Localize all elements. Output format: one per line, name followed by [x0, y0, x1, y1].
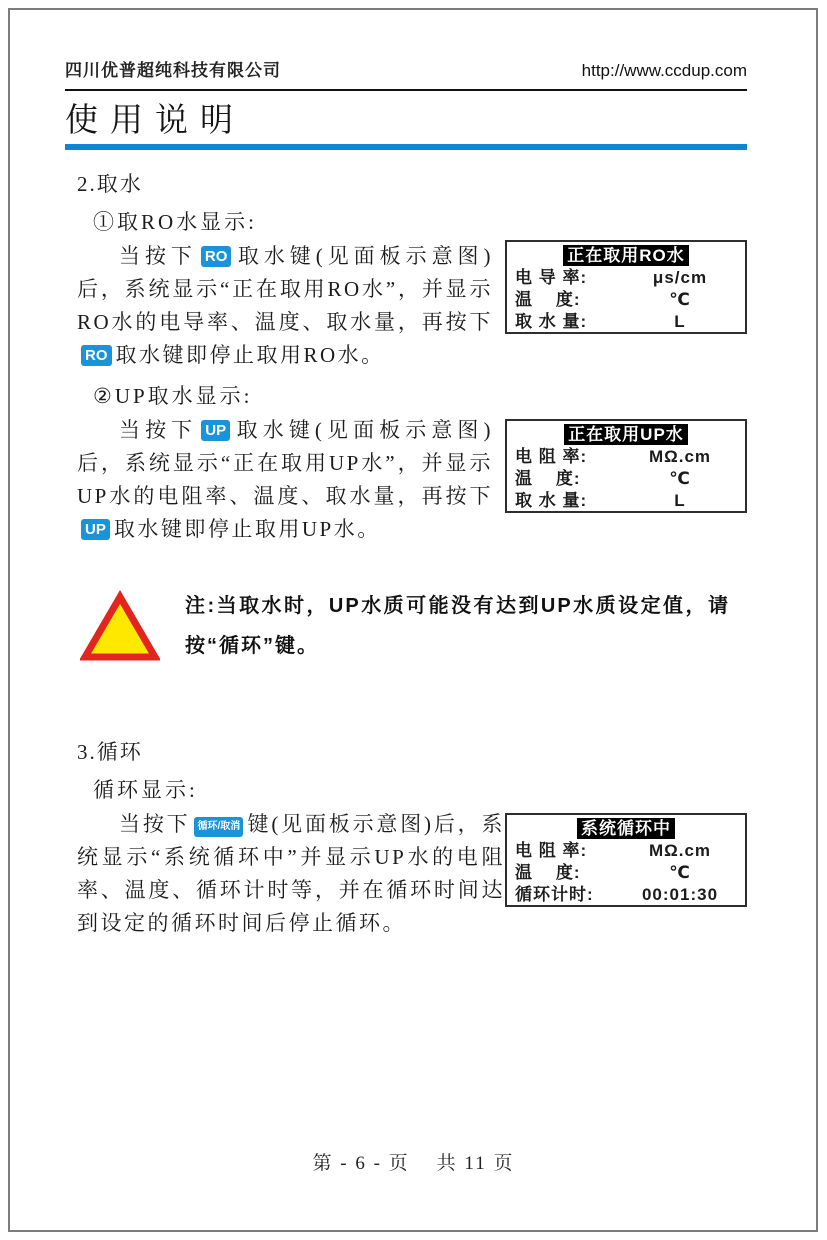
display-row	[515, 840, 737, 861]
section3-paragraph	[65, 808, 505, 940]
section3-row	[65, 808, 747, 940]
paragraph-text: 当按下	[119, 244, 197, 268]
display-row-value: μs/cm	[652, 268, 708, 287]
page-header	[65, 0, 747, 91]
page-content	[65, 0, 747, 940]
ro-display-title: 正在取用RO水	[563, 245, 689, 266]
display-row-label: 循环计时:	[515, 885, 594, 904]
display-row-value: ℃	[669, 290, 691, 309]
display-row	[515, 884, 737, 905]
ro-key-badge: RO	[81, 345, 112, 366]
section2-sub2-heading: ②UP取水显示:	[93, 384, 253, 408]
up-display-box-column	[505, 414, 747, 513]
display-row-value: MΩ.cm	[648, 447, 712, 466]
section2-sub2-row	[65, 414, 747, 546]
title-accent-rule	[65, 144, 747, 150]
display-row	[515, 490, 737, 511]
section2-heading: 2.取水	[77, 172, 143, 196]
page-number-footer: 第 - 6 - 页 共 11 页	[312, 1153, 515, 1174]
display-row-label: 电 阻 率:	[515, 447, 588, 466]
warning-triangle-icon	[80, 588, 160, 666]
section3-heading: 3.循环	[77, 740, 143, 764]
display-row-label: 取 水 量:	[515, 312, 588, 331]
company-name: 四川优普超纯科技有限公司	[65, 61, 281, 80]
ro-display-box-column	[505, 240, 747, 334]
section2-sub1-row	[65, 240, 747, 372]
display-row	[515, 289, 737, 310]
cycle-cancel-key-badge: 循环/取消	[194, 817, 243, 837]
display-row	[515, 468, 737, 489]
display-row-label: 电 导 率:	[515, 268, 588, 287]
display-row-value: L	[674, 312, 686, 331]
warning-note	[65, 586, 747, 666]
section2-sub1-paragraph	[65, 240, 493, 372]
cycle-display-title: 系统循环中	[577, 818, 675, 839]
paragraph-text: 取水键(见面板示意图)后，系统显示“正在取用RO水”，并显示RO水的电导率、温度、取水量，再按下	[77, 244, 493, 334]
up-key-badge: UP	[81, 519, 110, 540]
display-row-value: MΩ.cm	[648, 841, 712, 860]
spacer	[65, 666, 747, 718]
paragraph-text: 取水键即停止取用UP水。	[113, 517, 381, 541]
display-row-label: 温 度:	[515, 863, 581, 882]
display-row-value: ℃	[669, 469, 691, 488]
display-row-value: ℃	[669, 863, 691, 882]
cycle-display-box	[505, 813, 747, 907]
ro-display-box	[505, 240, 747, 334]
cycle-display-box-column	[505, 808, 747, 907]
section3-sub-heading: 循环显示:	[93, 778, 198, 802]
section2-sub2-paragraph	[65, 414, 493, 546]
paragraph-text: 取水键即停止取用RO水。	[115, 343, 385, 367]
page-title: 使用说明	[65, 103, 245, 139]
display-row-value: 00:01:30	[641, 885, 719, 904]
ro-key-badge: RO	[201, 246, 232, 267]
display-row-label: 电 阻 率:	[515, 841, 588, 860]
display-row	[515, 862, 737, 883]
paragraph-text: 当按下	[119, 418, 198, 442]
paragraph-text: 键(见面板示意图)后，系统显示“系统循环中”并显示UP水的电阻率、温度、循环计时等，并在循环时间达到设定的循环时间后停止循环。	[77, 812, 505, 935]
paragraph-text: 取水键(见面板示意图)后，系统显示“正在取用UP水”，并显示UP水的电阻率、温度、取水量，再按下	[77, 418, 493, 508]
display-row	[515, 446, 737, 467]
warning-note-text: 注:当取水时，UP水质可能没有达到UP水质设定值，请按“循环”键。	[185, 595, 730, 657]
display-row-label: 取 水 量:	[515, 491, 588, 510]
up-key-badge: UP	[201, 420, 230, 441]
display-row-label: 温 度:	[515, 469, 581, 488]
website-url: http://www.ccdup.com	[581, 61, 747, 80]
display-row-value: L	[674, 491, 686, 510]
paragraph-text: 当按下	[119, 812, 191, 836]
up-display-title: 正在取用UP水	[564, 424, 688, 445]
display-row	[515, 311, 737, 332]
up-display-box	[505, 419, 747, 513]
display-row-label: 温 度:	[515, 290, 581, 309]
display-row	[515, 267, 737, 288]
section2-sub1-heading: ①取RO水显示:	[93, 210, 258, 234]
